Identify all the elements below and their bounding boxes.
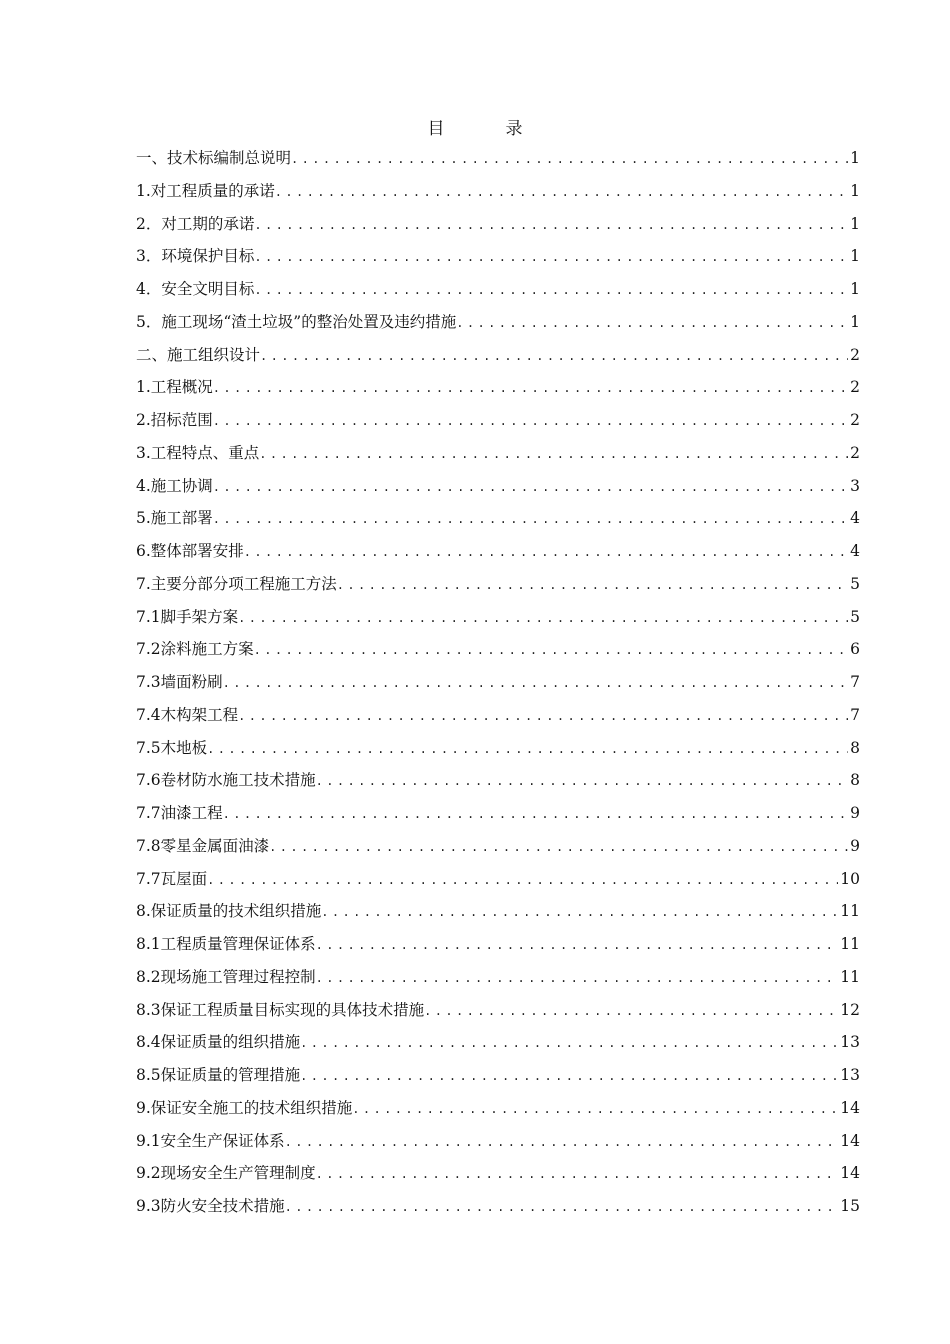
toc-entry-page: 5 bbox=[850, 574, 860, 593]
toc-entry-label: 7.8零星金属面油漆 bbox=[136, 836, 270, 855]
toc-entry[interactable] bbox=[136, 373, 860, 406]
toc-entry[interactable] bbox=[136, 930, 860, 963]
toc-leader-dots bbox=[223, 800, 848, 828]
toc-entry[interactable] bbox=[136, 439, 860, 472]
toc-entry-label: 9.1安全生产保证体系 bbox=[136, 1131, 285, 1150]
toc-entry-label: 8.5保证质量的管理措施 bbox=[136, 1066, 301, 1084]
toc-leader-dots bbox=[285, 1128, 839, 1156]
toc-leader-dots bbox=[269, 833, 848, 861]
toc-leader-dots bbox=[285, 1193, 839, 1221]
toc-entry[interactable] bbox=[136, 308, 860, 341]
toc-entry-page: 15 bbox=[840, 1197, 860, 1215]
toc-entry-label: 6.整体部署安排 bbox=[136, 542, 244, 560]
toc-leader-dots bbox=[456, 309, 848, 337]
toc-entry[interactable] bbox=[136, 897, 860, 930]
toc-entry-page: 4 bbox=[850, 542, 860, 560]
table-of-contents bbox=[136, 144, 860, 1225]
toc-leader-dots bbox=[223, 669, 848, 697]
toc-entry[interactable] bbox=[136, 1127, 860, 1160]
toc-leader-dots bbox=[254, 243, 848, 271]
toc-entry-label: 4.施工协调 bbox=[136, 476, 213, 495]
toc-entry-page: 14 bbox=[840, 1164, 860, 1183]
toc-leader-dots bbox=[238, 702, 848, 730]
toc-entry[interactable] bbox=[136, 701, 860, 734]
toc-entry-label: 1.对工程质量的承诺 bbox=[136, 181, 275, 200]
toc-leader-dots bbox=[275, 178, 848, 206]
toc-entry-page: 1 bbox=[850, 214, 860, 233]
toc-entry[interactable] bbox=[136, 1094, 860, 1127]
toc-entry[interactable] bbox=[136, 472, 860, 505]
toc-leader-dots bbox=[316, 1160, 839, 1188]
toc-leader-dots bbox=[337, 571, 848, 599]
toc-entry-page: 7 bbox=[850, 673, 860, 691]
toc-entry[interactable] bbox=[136, 504, 860, 537]
toc-entry-page: 1 bbox=[850, 247, 860, 266]
toc-entry[interactable] bbox=[136, 570, 860, 603]
toc-leader-dots bbox=[424, 997, 838, 1025]
toc-leader-dots bbox=[316, 931, 839, 959]
toc-entry[interactable] bbox=[136, 832, 860, 865]
toc-entry-label: 8.3保证工程质量目标实现的具体技术措施 bbox=[136, 1000, 425, 1019]
toc-leader-dots bbox=[254, 636, 848, 664]
toc-entry-label: 3．环境保护目标 bbox=[136, 247, 255, 266]
toc-leader-dots bbox=[254, 276, 848, 304]
toc-leader-dots bbox=[291, 145, 848, 173]
toc-entry[interactable] bbox=[136, 865, 860, 898]
toc-entry-page: 11 bbox=[840, 935, 860, 953]
toc-entry-page: 14 bbox=[840, 1131, 860, 1150]
toc-entry-label: 7.4木构架工程 bbox=[136, 705, 239, 724]
toc-entry[interactable] bbox=[136, 242, 860, 275]
toc-entry[interactable] bbox=[136, 1159, 860, 1192]
toc-entry-label: 1.工程概况 bbox=[136, 378, 213, 397]
toc-leader-dots bbox=[213, 473, 848, 501]
toc-leader-dots bbox=[207, 866, 838, 894]
toc-entry[interactable] bbox=[136, 668, 860, 701]
toc-entry-page: 12 bbox=[840, 1000, 860, 1019]
toc-leader-dots bbox=[300, 1029, 838, 1057]
toc-entry-page: 2 bbox=[850, 345, 860, 364]
toc-entry-label: 7.3墙面粉刷 bbox=[136, 673, 223, 691]
toc-leader-dots bbox=[260, 342, 848, 370]
toc-entry-label: 8.1工程质量管理保证体系 bbox=[136, 935, 316, 953]
toc-leader-dots bbox=[259, 440, 848, 468]
toc-entry[interactable] bbox=[136, 1061, 860, 1094]
toc-title: 目 录 bbox=[427, 119, 545, 139]
toc-leader-dots bbox=[352, 1095, 838, 1123]
toc-entry-page: 7 bbox=[850, 705, 860, 724]
toc-leader-dots bbox=[254, 211, 848, 239]
toc-entry-page: 5 bbox=[850, 607, 860, 626]
toc-entry-page: 2 bbox=[850, 378, 860, 397]
toc-entry-page: 1 bbox=[850, 312, 860, 331]
toc-entry-page: 2 bbox=[850, 443, 860, 462]
toc-entry[interactable] bbox=[136, 406, 860, 439]
toc-entry-label: 5.施工部署 bbox=[136, 509, 213, 528]
toc-entry-page: 1 bbox=[850, 280, 860, 298]
toc-leader-dots bbox=[213, 505, 848, 533]
toc-entry-label: 7.1脚手架方案 bbox=[136, 607, 239, 626]
toc-leader-dots bbox=[316, 964, 839, 992]
toc-leader-dots bbox=[316, 767, 848, 795]
toc-entry[interactable] bbox=[136, 635, 860, 668]
toc-entry-label: 9.保证安全施工的技术组织措施 bbox=[136, 1098, 353, 1117]
toc-entry-page: 4 bbox=[850, 509, 860, 528]
toc-leader-dots bbox=[213, 374, 848, 402]
toc-entry[interactable] bbox=[136, 144, 860, 177]
toc-entry-label: 7.6卷材防水施工技术措施 bbox=[136, 771, 316, 790]
toc-entry[interactable] bbox=[136, 1192, 860, 1225]
toc-entry-page: 13 bbox=[840, 1033, 860, 1052]
toc-entry-label: 7.2涂料施工方案 bbox=[136, 640, 254, 659]
toc-entry-page: 9 bbox=[850, 804, 860, 822]
toc-entry[interactable] bbox=[136, 177, 860, 210]
toc-entry[interactable] bbox=[136, 537, 860, 570]
toc-entry-label: 7.5木地板 bbox=[136, 738, 208, 757]
toc-entry[interactable] bbox=[136, 963, 860, 996]
toc-leader-dots bbox=[300, 1062, 838, 1090]
toc-entry-page: 9 bbox=[850, 836, 860, 855]
toc-entry-label: 9.3防火安全技术措施 bbox=[136, 1197, 285, 1215]
toc-leader-dots bbox=[321, 898, 838, 926]
toc-entry-page: 14 bbox=[840, 1098, 860, 1117]
toc-leader-dots bbox=[207, 735, 848, 763]
toc-entry[interactable] bbox=[136, 1028, 860, 1061]
toc-entry-label: 8.保证质量的技术组织措施 bbox=[136, 902, 322, 921]
toc-entry-label: 8.2现场施工管理过程控制 bbox=[136, 967, 316, 986]
toc-entry-label: 7.主要分部分项工程施工方法 bbox=[136, 574, 337, 593]
toc-entry-page: 1 bbox=[850, 181, 860, 200]
toc-entry[interactable] bbox=[136, 210, 860, 243]
toc-entry-page: 10 bbox=[840, 869, 860, 888]
toc-entry[interactable] bbox=[136, 766, 860, 799]
toc-entry-page: 2 bbox=[850, 411, 860, 429]
toc-entry-label: 二、施工组织设计 bbox=[136, 345, 261, 364]
toc-entry-label: 2．对工期的承诺 bbox=[136, 214, 255, 233]
toc-leader-dots bbox=[238, 604, 848, 632]
toc-entry-label: 3.工程特点、重点 bbox=[136, 443, 260, 462]
toc-entry[interactable] bbox=[136, 799, 860, 832]
toc-entry[interactable] bbox=[136, 996, 860, 1029]
toc-entry-page: 3 bbox=[850, 476, 860, 495]
toc-leader-dots bbox=[244, 538, 848, 566]
toc-entry-page: 13 bbox=[840, 1066, 860, 1084]
toc-leader-dots bbox=[213, 407, 848, 435]
toc-entry-label: 4．安全文明目标 bbox=[136, 280, 255, 298]
toc-entry[interactable] bbox=[136, 275, 860, 308]
toc-entry[interactable] bbox=[136, 734, 860, 767]
toc-entry-page: 1 bbox=[850, 149, 860, 167]
toc-entry[interactable] bbox=[136, 341, 860, 374]
toc-entry-page: 8 bbox=[850, 771, 860, 790]
toc-entry-page: 11 bbox=[840, 967, 860, 986]
toc-entry-label: 2.招标范围 bbox=[136, 411, 213, 429]
toc-entry-page: 8 bbox=[850, 738, 860, 757]
toc-entry[interactable] bbox=[136, 603, 860, 636]
toc-entry-label: 8.4保证质量的组织措施 bbox=[136, 1033, 301, 1052]
toc-entry-label: 5．施工现场“渣土垃圾”的整治处置及违约措施 bbox=[136, 312, 457, 331]
toc-entry-label: 9.2现场安全生产管理制度 bbox=[136, 1164, 316, 1183]
toc-entry-label: 7.7瓦屋面 bbox=[136, 869, 208, 888]
toc-entry-page: 6 bbox=[850, 640, 860, 659]
toc-entry-label: 7.7油漆工程 bbox=[136, 804, 223, 822]
toc-entry-label: 一、技术标编制总说明 bbox=[136, 149, 292, 167]
toc-entry-page: 11 bbox=[840, 902, 860, 921]
